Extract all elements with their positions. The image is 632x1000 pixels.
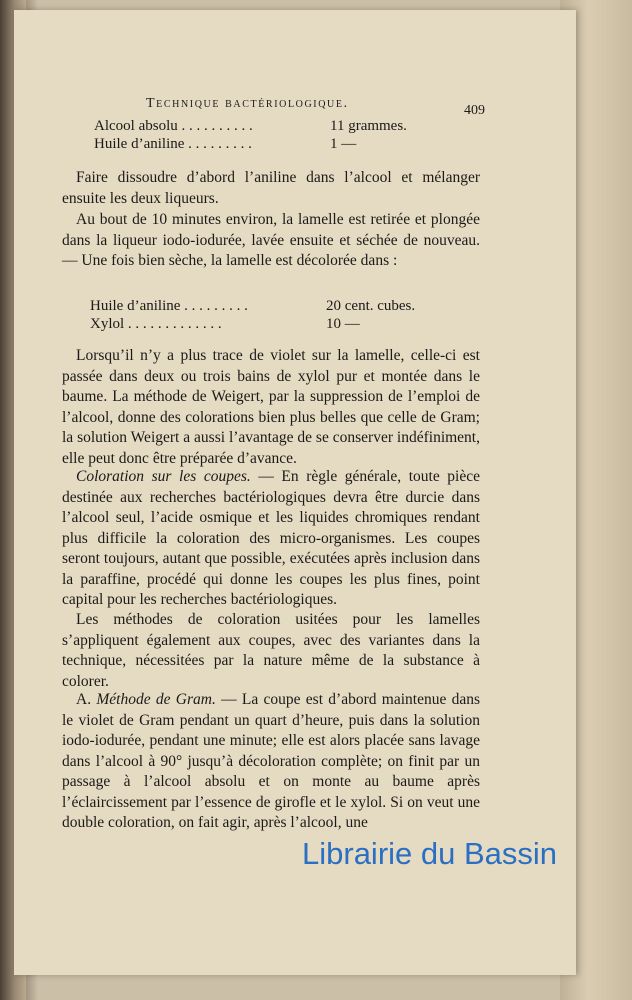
running-header: Technique bactériologique.	[146, 96, 349, 111]
ingredient-name: Huile d’aniline	[94, 136, 185, 152]
paragraph-5: Les méthodes de coloration usitées pour les lamelles s’appliquent également aux coupes, avec des variantes dans la technique, nécessitées par la nature même de la substance à colorer.	[62, 611, 480, 690]
ingredient-name: Xylol	[90, 316, 125, 332]
paragraph-3: Lorsqu’il n’y a plus trace de violet sur la lamelle, celle-ci est passée dans deux ou trois bains de xylol pur et montée dans le baume. La méthode de Weigert, par la suppression de l’emploi de l’alcool, donne des colorations bien plus belles que celle de Gram; la solution Weigert a aussi l’avantage de se conserver indéfiniment, elle peut donc être préparée d’avance.	[62, 347, 480, 467]
section-title-coupes: Coloration sur les coupes.	[76, 468, 251, 485]
recipe1-row-2	[94, 136, 357, 153]
recipe1-row-1	[94, 118, 407, 135]
ingredient-amount: 1 —	[330, 136, 357, 152]
paragraph-4-body: — En règle générale, toute pièce destinée aux recherches bactériologiques devra être durcie dans l’alcool seul, l’acide osmique et les liquides chromiques rendant plus difficile la coloration des micro-organismes. Les coupes seront toujours, autant que possible, exécutées après inclusion dans la paraffine, procédé qui donne les coupes les plus fines, point capital pour les recherches bactériologiques.	[62, 468, 480, 608]
ingredient-amount: 10 —	[326, 316, 360, 332]
leader-dots: . . . . . . . . .	[184, 298, 248, 314]
ingredient-amount: 20 cent. cubes.	[326, 298, 416, 314]
leader-dots: . . . . . . . . .	[188, 136, 252, 152]
section-label: A.	[76, 691, 97, 708]
paragraph-6	[62, 690, 480, 834]
recipe2-row-1	[90, 298, 416, 315]
paragraph-6-body: — La coupe est d’abord maintenue dans le violet de Gram pendant un quart d’heure, puis dans la solution iodo-iodurée, pendant une minute; elle est alors placée sans lavage dans l’alcool à 90° jusqu’à décoloration complète; on finit par un passage à l’alcool absolu et on monte au baume après l’éclaircissement par l’essence de girofle et le xylol. Si on veut une double coloration, on fait agir, après l’alcool, une	[62, 691, 481, 831]
paragraph-2: Au bout de 10 minutes environ, la lamelle est retirée et plongée dans la liqueur iodo-iodurée, lavée ensuite et séchée de nouveau. — Une fois bien sèche, la lamelle est décolorée dans :	[62, 211, 480, 269]
ingredient-amount: 11 grammes.	[330, 118, 407, 134]
seller-watermark: Librairie du Bassin	[302, 836, 558, 871]
paragraph-1: Faire dissoudre d’abord l’aniline dans l’alcool et mélanger ensuite les deux liqueurs.	[62, 169, 480, 207]
leader-dots: . . . . . . . . . . . . .	[127, 316, 222, 332]
ingredient-name: Alcool absolu	[94, 118, 178, 134]
ingredient-name: Huile d’aniline	[90, 298, 181, 314]
book-page	[14, 10, 576, 975]
recipe2-row-2	[90, 316, 360, 333]
page-number: 409	[464, 103, 485, 118]
leader-dots: . . . . . . . . . .	[181, 118, 253, 134]
section-title-gram: Méthode de Gram.	[96, 691, 216, 708]
paragraph-4	[62, 467, 480, 611]
